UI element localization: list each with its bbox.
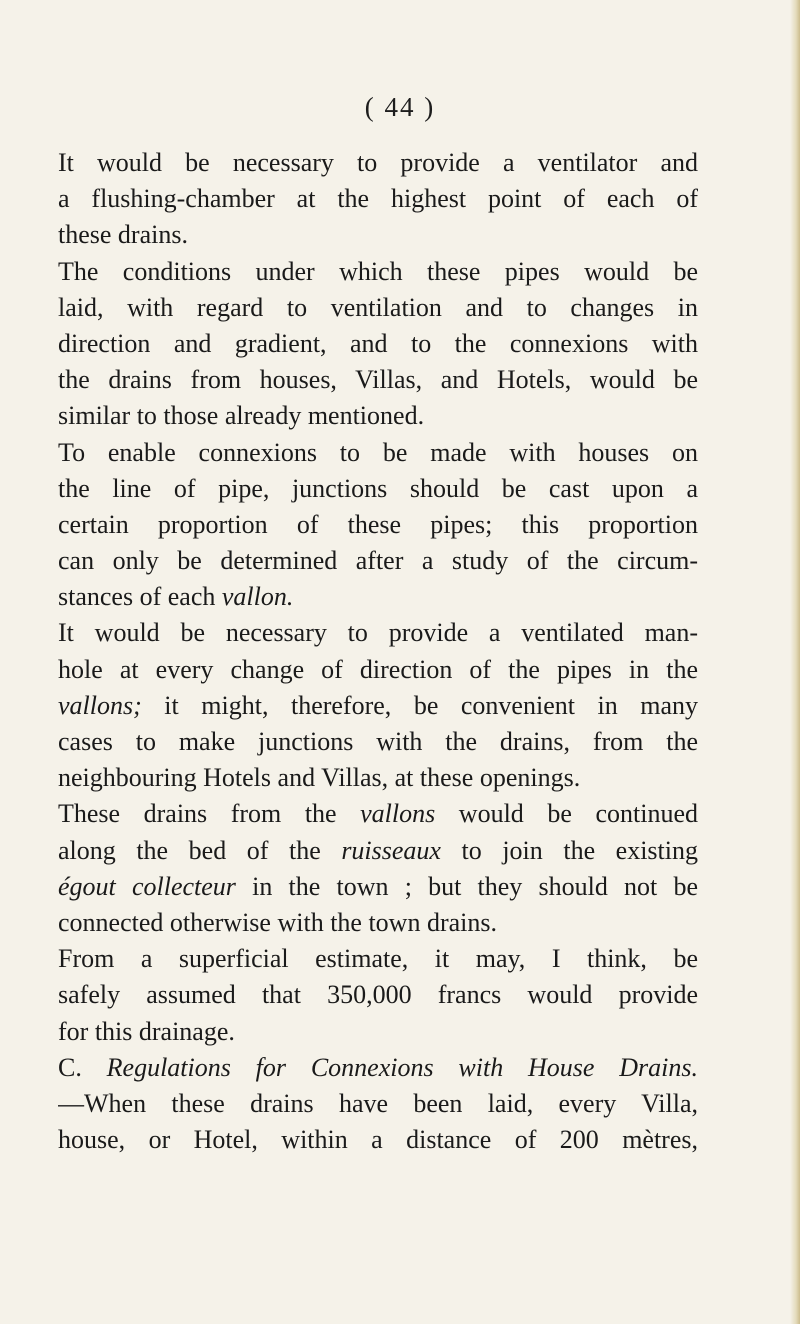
text-segment: the line of pipe, junctions should be cast upon a <box>58 473 698 503</box>
text-line <box>58 1050 698 1086</box>
text-segment: stances of each <box>58 582 222 612</box>
text-line <box>58 362 698 398</box>
text-segment: hole at every change of direction of the pipes in the <box>58 654 698 684</box>
text-line <box>58 254 698 290</box>
page-number: ( 44 ) <box>364 92 436 122</box>
text-segment: cases to make junctions with the drains, from the <box>58 727 698 756</box>
text-line <box>58 652 698 688</box>
text-segment: to join the existing <box>440 835 698 865</box>
text-segment: direction and gradient, and to the connexions with <box>58 328 698 358</box>
text-line <box>58 579 698 615</box>
text-segment: these drains. <box>58 220 188 250</box>
text-segment: for this drainage. <box>58 1016 235 1046</box>
text-line <box>58 869 698 905</box>
italic-text: vallon. <box>221 582 294 612</box>
text-segment: safely assumed that 350,000 francs would provide <box>58 980 698 1010</box>
text-line <box>58 615 698 651</box>
text-line <box>58 977 698 1013</box>
text-segment: would be continued <box>435 799 698 829</box>
text-line <box>58 1014 698 1050</box>
text-line <box>58 507 698 543</box>
italic-text: ruisseaux <box>341 835 441 865</box>
text-segment: These drains from the <box>58 799 361 829</box>
italic-text: vallons <box>360 799 436 829</box>
text-line <box>58 724 698 760</box>
text-line <box>58 290 698 326</box>
text-segment: The conditions under which these pipes would be <box>58 256 698 286</box>
text-line <box>58 1086 698 1122</box>
text-line <box>58 145 698 181</box>
text-segment: —When these drains have been laid, every Villa, <box>58 1088 698 1118</box>
italic-text: Regulations for Connexions with House Drains. <box>106 1052 698 1082</box>
text-line <box>58 217 698 253</box>
text-line <box>58 941 698 977</box>
text-line <box>58 435 698 471</box>
text-segment: it might, therefore, be convenient in many <box>141 690 698 720</box>
text-segment: C. <box>58 1052 107 1082</box>
text-segment: can only be determined after a study of the circum- <box>58 546 698 576</box>
text-segment: It would be necessary to provide a ventilated man- <box>58 618 698 648</box>
text-line <box>58 181 698 217</box>
text-line <box>58 760 698 796</box>
text-line <box>58 796 698 832</box>
text-segment: along the bed of the <box>58 835 342 865</box>
text-line <box>58 543 698 579</box>
text-segment: To enable connexions to be made with houses on <box>58 437 698 467</box>
italic-text: égout collecteur <box>58 871 236 901</box>
text-segment: connected otherwise with the town drains. <box>58 907 497 937</box>
text-line <box>58 905 698 941</box>
text-segment: similar to those already mentioned. <box>58 401 425 431</box>
text-line <box>58 398 698 434</box>
italic-text: vallons; <box>58 690 142 720</box>
text-line <box>58 471 698 507</box>
text-segment: a flushing-chamber at the highest point of each of <box>58 184 698 214</box>
page-edge-shadow <box>790 0 800 1324</box>
text-segment: house, or Hotel, within a distance of 200 mètres, <box>58 1125 698 1155</box>
text-segment: From a superficial estimate, it may, I think, be <box>58 944 698 974</box>
text-line <box>58 833 698 869</box>
text-segment: the drains from houses, Villas, and Hotels, would be <box>58 365 698 395</box>
text-segment: certain proportion of these pipes; this proportion <box>58 509 698 539</box>
body-text <box>58 145 698 1158</box>
text-segment: neighbouring Hotels and Villas, at these openings. <box>58 763 581 793</box>
text-segment: in the town ; but they should not be <box>235 871 698 901</box>
text-segment: laid, with regard to ventilation and to changes in <box>58 292 698 322</box>
text-line <box>58 688 698 724</box>
text-line <box>58 1122 698 1158</box>
text-segment: It would be necessary to provide a ventilator and <box>58 148 698 177</box>
text-line <box>58 326 698 362</box>
